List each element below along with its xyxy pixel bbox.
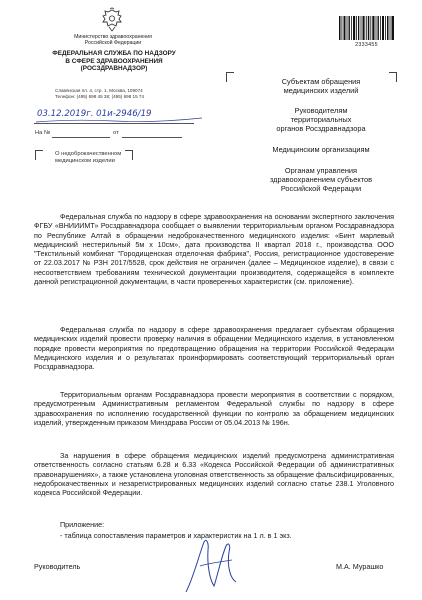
coat-of-arms-icon [99,7,125,33]
signatory-name: М.А. Мурашко [336,562,384,571]
recipient-block [248,166,394,194]
service-line: В СФЕРЕ ЗДРАВООХРАНЕНИЯ [65,57,163,65]
recipient-line: органов Росздравнадзора [276,124,366,134]
recipient-line: Руководителям [294,106,348,115]
body-paragraph: Федеральная служба по надзору в сфере здравоохранения на основании экспертного заключения ФГБУ «ВНИИИМТ» Росздравнадзора сообщает о выявлении территориальным органом Росздравнадзора по Республике Алтай в обращении недоброкачественного медицинского изделия: «Бинт марлевый медицинский нестерильный 5м х 10см», дата производства II квартал 2018 г., производства ООО "Текстильный комбинат "Городищенская отделочная фабрика", Россия, регистрационное удостоверение от 22.03.2017 № РЗН 2017/5528, срок действия не ограничен (далее – Медицинское изделие), в связи с несоответствием требованиям технической документации производителя, содержащейся в комплекте данной регистрационной документации, в части проверенных характеристик (см. приложение). [34,212,394,286]
recipient-line: здравоохранением субъектов [269,175,373,185]
registration-number: 03.12.2019г. 01и-2946/19 [37,109,152,119]
barcode-icon [339,16,394,40]
handwriting-underline [34,112,204,124]
recipient-line: территориальных [290,115,352,125]
body-paragraph: За нарушения в сфере обращения медицинских изделий предусмотрена административная ответственность согласно статьям 6.28 и 6.33 «Кодекса Российской Федерации об административных правонарушениях», а также установлена уголовная ответственность за обращение фальсифицированных, недоброкачественных и незарегистрированных медицинских изделий согласно статье 238.1 Уголовного кодекса Российской Федерации. [34,451,394,497]
recipient-line: Российской Федерации [280,184,362,194]
from-field-line [122,131,182,138]
recipient-block [248,77,394,95]
service-name [48,50,180,73]
from-label: от [113,130,119,136]
no-field-line [52,131,110,138]
attachment-label: Приложение: [60,520,105,529]
recipient-block [248,145,394,154]
recipient-bracket-left [226,72,234,82]
subject-line: медицинском изделии [55,158,115,164]
body-paragraph: Территориальным органам Росздравнадзора провести мероприятия в соответствии с порядком, предусмотренным Административным регламентом Федеральной службы по надзору в сфере здравоохранения по исполнению государственной функции по контролю за обращением медицинских изделий, утвержденным приказом Минздрава России от 05.04.2013 № 196н. [34,390,394,427]
attachment-item: - таблица сопоставления параметров и характеристик на 1 л. в 1 экз. [60,531,292,540]
barcode-number: 2333455 [355,42,378,48]
address-block [55,88,144,100]
ministry-line: Министерство здравоохранения [74,34,152,40]
subject-bracket-left [35,150,43,160]
service-line: (РОСЗДРАВНАДЗОР) [80,65,148,73]
address-line: Славянская пл. 4, стр. 1, Москва, 109074 [55,88,143,93]
address-line: Телефон: (495) 698 45 38; (495) 698 15 74 [55,94,145,99]
handwritten-signature [180,536,246,596]
recipient-line: медицинских изделий [283,86,359,96]
no-label: На № [35,130,51,136]
subject-line: О недоброкачественном [55,151,122,157]
subject-block [55,151,121,165]
subject-bracket-right [125,150,133,160]
recipient-line: Субъектам обращения [281,77,361,86]
ministry-name [58,34,168,46]
recipient-block [248,106,394,134]
recipient-line: Органам управления [284,166,358,175]
service-line: ФЕДЕРАЛЬНАЯ СЛУЖБА ПО НАДЗОРУ [52,50,176,57]
ministry-line: Российской Федерации [84,40,142,47]
body-paragraph: Федеральная служба по надзору в сфере здравоохранения предлагает субъектам обращения медицинских изделий провести проверку наличия в обращении Медицинского изделия, в установленном порядке провести мероприятия по предотвращению обращения на территории Российской Федерации Медицинского изделия и о результатах проинформировать соответствующий территориальный орган Росздравнадзора. [34,325,394,371]
recipient-line: Медицинским организациям [272,145,370,154]
signatory-position: Руководитель [34,562,81,571]
